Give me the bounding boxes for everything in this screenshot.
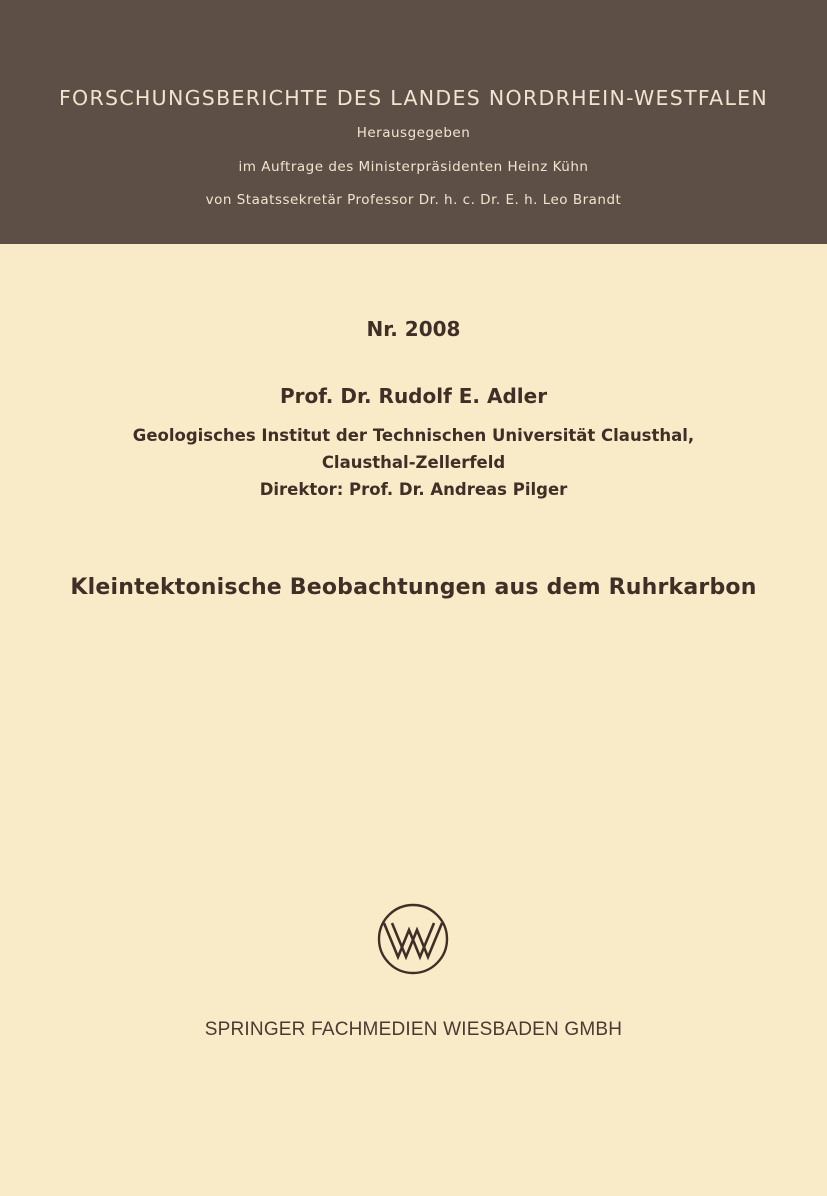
publisher-name: SPRINGER FACHMEDIEN WIESBADEN GMBH [204, 1019, 623, 1040]
institution-name: Geologisches Institut der Technischen Universität Clausthal, [132, 426, 695, 445]
volume-number: Nr. 2008 [366, 317, 461, 341]
editor-name: von Staatssekretär Professor Dr. h. c. Dr. E. h. Leo Brandt [205, 192, 622, 208]
book-title: Kleintektonische Beobachtungen aus dem Ruhrkarbon [70, 575, 757, 600]
institution-location: Clausthal-Zellerfeld [321, 453, 506, 472]
springer-w-logo-icon [376, 902, 450, 976]
commission-note: im Auftrage des Ministerpräsidenten Heinz Kühn [238, 159, 589, 175]
author-name: Prof. Dr. Rudolf E. Adler [279, 384, 548, 408]
institution-director: Direktor: Prof. Dr. Andreas Pilger [259, 480, 568, 499]
header-band [0, 0, 827, 244]
series-title: FORSCHUNGSBERICHTE DES LANDES NORDRHEIN-WESTFALEN [58, 86, 769, 110]
editor-note: Herausgegeben [356, 125, 471, 141]
